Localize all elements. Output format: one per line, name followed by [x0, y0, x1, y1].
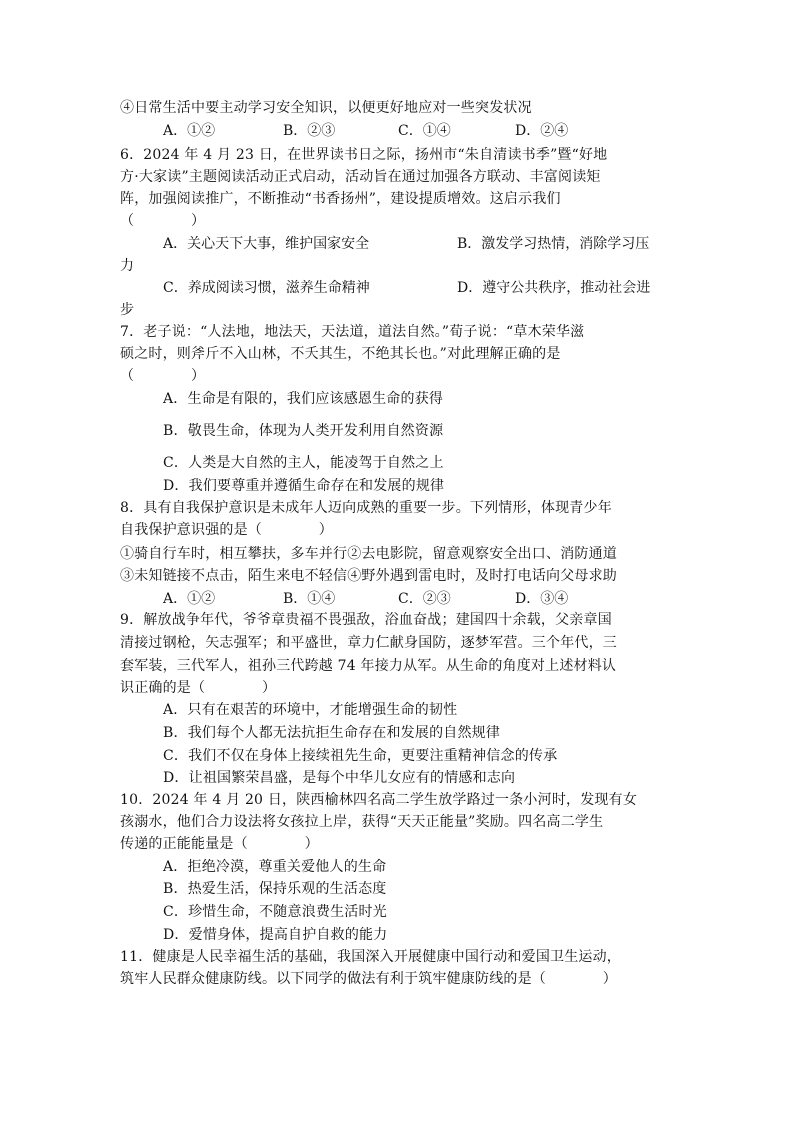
q6-option-b: B．激发学习热情，消除学习压 [457, 236, 650, 252]
q8-option-d: D．③④ [515, 591, 569, 607]
q6-line: 阵，加强阅读推广，不断推动“书香扬州”，建设提质增效。这启示我们 [120, 191, 561, 207]
q6-line: 6．2024 年 4 月 23 日，在世界读书日之际，扬州市“朱自清读书季”暨“好地 [120, 147, 608, 163]
q10-line: 10．2024 年 4 月 20 日，陕西榆林四名高二学生放学路过一条小河时，发现有女 [120, 792, 638, 808]
q10-line: 孩溺水，他们合力设法将女孩拉上岸，获得“天天正能量”奖励。四名高二学生 [120, 814, 604, 830]
q9-line: 清接过钢枪，矢志强军；和平盛世，章力仁献身国防，逐梦军营。三个年代，三 [120, 635, 617, 651]
q9-line: 识正确的是（ ） [120, 680, 277, 696]
q7-option-d: D．我们要尊重并遵循生命存在和发展的规律 [163, 478, 445, 494]
q5-option-c: C．①④ [398, 123, 451, 139]
q10-option-c: C．珍惜生命，不随意浪费生活时光 [163, 904, 387, 920]
q8-option-c: C．②③ [398, 591, 451, 607]
q8-line: 自我保护意识强的是（ ） [120, 522, 333, 538]
q8-statements: ①骑自行车时，相互攀扶，多车并行②去电影院，留意观察安全出口、消防通道 [120, 546, 617, 562]
q6-line: 方·大家读”主题阅读活动正式启动，活动旨在通过加强各方联动、丰富阅读矩 [120, 169, 601, 185]
q9-line: 9．解放战争年代，爷爷章贵福不畏强敌，浴血奋战；建国四十余载，父亲章国 [120, 612, 612, 628]
q10-option-d: D．爱惜身体，提高自护自救的能力 [163, 927, 388, 943]
q7-line: 硕之时，则斧斤不入山林，不夭其生，不绝其长也。”对此理解正确的是 [120, 346, 561, 362]
q10-option-b: B．热爱生活，保持乐观的生活态度 [163, 881, 387, 897]
q9-option-b: B．我们每个人都无法抗拒生命存在和发展的自然规律 [163, 725, 501, 741]
q7-option-c: C．人类是大自然的主人，能凌驾于自然之上 [163, 455, 444, 471]
q7-line: 7．老子说：“人法地，地法天，天法道，道法自然。”荀子说：“草木荣华滋 [120, 324, 585, 340]
q6-option-c: C．养成阅读习惯，滋养生命精神 [163, 280, 370, 296]
q8-option-b: B．①④ [283, 591, 336, 607]
q6-option-d: D．遵守公共秩序，推动社会进 [457, 280, 651, 296]
q7-option-a: A．生命是有限的，我们应该感恩生命的获得 [163, 391, 444, 407]
q11-line: 11．健康是人民幸福生活的基础，我国深入开展健康中国行动和爱国卫生运动， [120, 949, 622, 965]
q8-option-a: A．①② [163, 591, 216, 607]
q9-option-c: C．我们不仅在身体上接续祖先生命，更要注重精神信念的传承 [163, 748, 558, 764]
q5-option-a: A．①② [163, 123, 216, 139]
q6-option-d-cont: 步 [120, 302, 135, 318]
q5-statement-4: ④日常生活中要主动学习安全知识，以便更好地应对一些突发状况 [120, 100, 532, 116]
q7-answer-blank: （ ） [120, 368, 206, 384]
q5-option-b: B．②③ [283, 123, 336, 139]
q8-statements: ③未知链接不点击，陌生来电不轻信④野外遇到雷电时，及时打电话向父母求助 [120, 568, 617, 584]
q6-answer-blank: （ ） [120, 213, 206, 229]
q6-option-a: A．关心天下大事，维护国家安全 [163, 236, 370, 252]
q9-line: 套军装，三代军人，祖孙三代跨越 74 年接力从军。从生命的角度对上述材料认 [120, 658, 617, 674]
q9-option-a: A．只有在艰苦的环境中，才能增强生命的韧性 [163, 702, 458, 718]
q8-line: 8．具有自我保护意识是未成年人迈向成熟的重要一步。下列情形，体现青少年 [120, 500, 612, 516]
q6-option-b-cont: 力 [120, 258, 135, 274]
q9-option-d: D．让祖国繁荣昌盛，是每个中华儿女应有的情感和志向 [163, 770, 516, 786]
q10-line: 传递的正能能量是（ ） [120, 836, 319, 852]
q11-line: 筑牢人民群众健康防线。以下同学的做法有利于筑牢健康防线的是（ ） [120, 971, 617, 987]
q5-option-d: D．②④ [515, 123, 569, 139]
q7-option-b: B．敬畏生命，体现为人类开发利用自然资源 [163, 423, 444, 439]
q10-option-a: A．拒绝冷漠，尊重关爱他人的生命 [163, 859, 387, 875]
